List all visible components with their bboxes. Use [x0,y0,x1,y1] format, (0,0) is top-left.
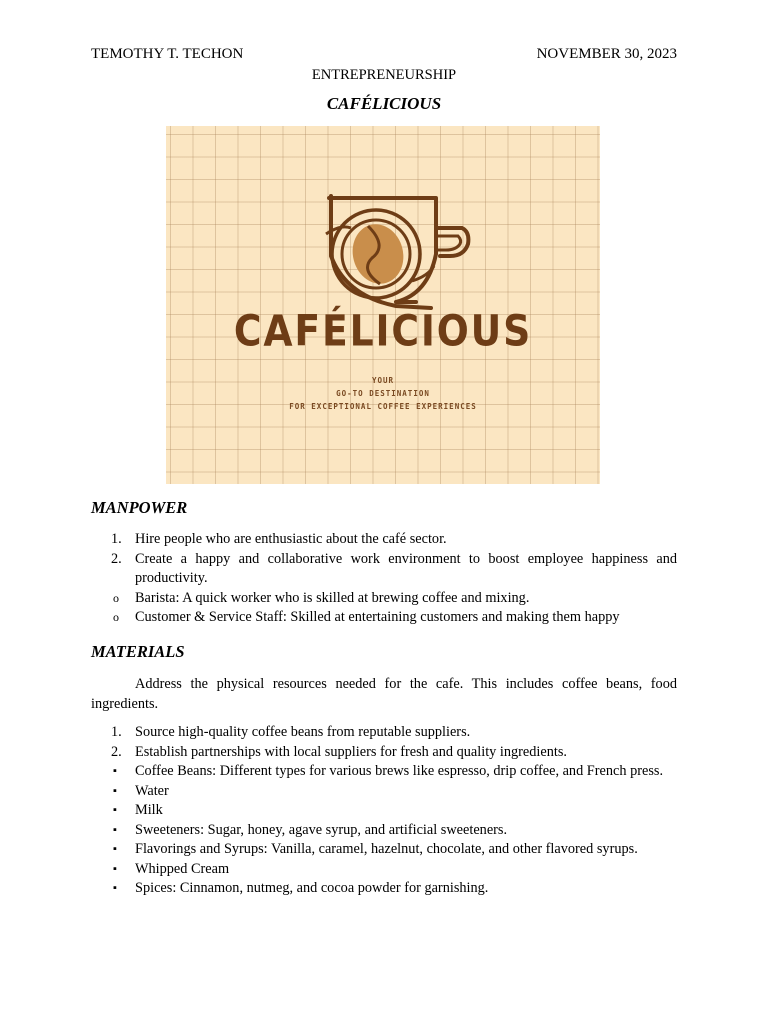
list-marker: o [113,590,119,605]
coffee-cup-icon [166,126,600,316]
list-marker: ▪ [113,843,117,855]
list-item [91,762,677,782]
list-marker: 2. [111,550,122,567]
list-item [91,879,677,899]
document-title: CAFÉLICIOUS [326,94,442,113]
subject-line: ENTREPRENEURSHIP [311,67,457,83]
list-item [91,860,677,880]
list-item [91,801,677,821]
list-item [91,782,677,802]
list-marker: 1. [111,531,122,547]
list-marker: 2. [111,743,122,760]
list-marker: ▪ [113,862,117,875]
brand-name: CAFÉLICIOUS [233,305,533,357]
manpower-heading: MANPOWER [91,498,188,517]
list-item-text: Source high-quality coffee beans from reputable suppliers. [135,724,471,740]
list-item [91,743,677,763]
tagline-line-3: FOR EXCEPTIONAL COFFEE EXPERIENCES [289,402,477,411]
list-item-text: Whipped Cream [135,860,230,877]
list-item-text: Customer & Service Staff: Skilled at entertaining customers and making them happy [135,609,620,625]
document-date: NOVEMBER 30, 2023 [536,46,677,62]
list-item [91,550,677,589]
list-marker: o [113,610,119,624]
list-item [91,840,677,860]
list-marker: ▪ [113,823,117,836]
list-item-text: Barista: A quick worker who is skilled at brewing coffee and mixing. [135,589,530,606]
list-item-text: Spices: Cinnamon, nutmeg, and cocoa powder for garnishing. [135,880,489,896]
tagline-line-1: YOUR [371,376,395,385]
list-marker: 1. [111,724,122,740]
list-item [91,821,677,841]
materials-intro: Address the physical resources needed for the cafe. This includes coffee beans, food ingredients. [91,676,677,712]
author-name: TEMOTHY T. TECHON [91,46,244,62]
list-marker: ▪ [113,784,117,797]
list-item-text: Milk [135,802,163,818]
list-marker: ▪ [113,765,117,777]
list-item [91,608,677,628]
list-item-text: Hire people who are enthusiastic about the café sector. [135,531,447,547]
cafe-logo-image [166,126,600,484]
materials-list [91,723,677,899]
manpower-list [91,530,677,628]
list-item-text: Establish partnerships with local suppliers for fresh and quality ingredients. [135,743,567,760]
list-item [91,589,677,609]
tagline-line-2: GO-TO DESTINATION [336,389,430,398]
list-item-text: Sweeteners: Sugar, honey, agave syrup, and artificial sweeteners. [135,821,508,838]
list-marker: ▪ [113,804,117,816]
list-item [91,530,677,550]
materials-heading: MATERIALS [91,642,185,661]
list-item [91,723,677,743]
list-marker: ▪ [113,882,117,894]
list-item-text: Flavorings and Syrups: Vanilla, caramel, hazelnut, chocolate, and other flavored syrups. [135,841,638,857]
list-item-text: Water [135,782,169,799]
list-item-text: Coffee Beans: Different types for various brews like espresso, drip coffee, and French press. [135,763,664,779]
list-item-text: Create a happy and collaborative work environment to boost employee happiness and productivity. [135,550,677,586]
